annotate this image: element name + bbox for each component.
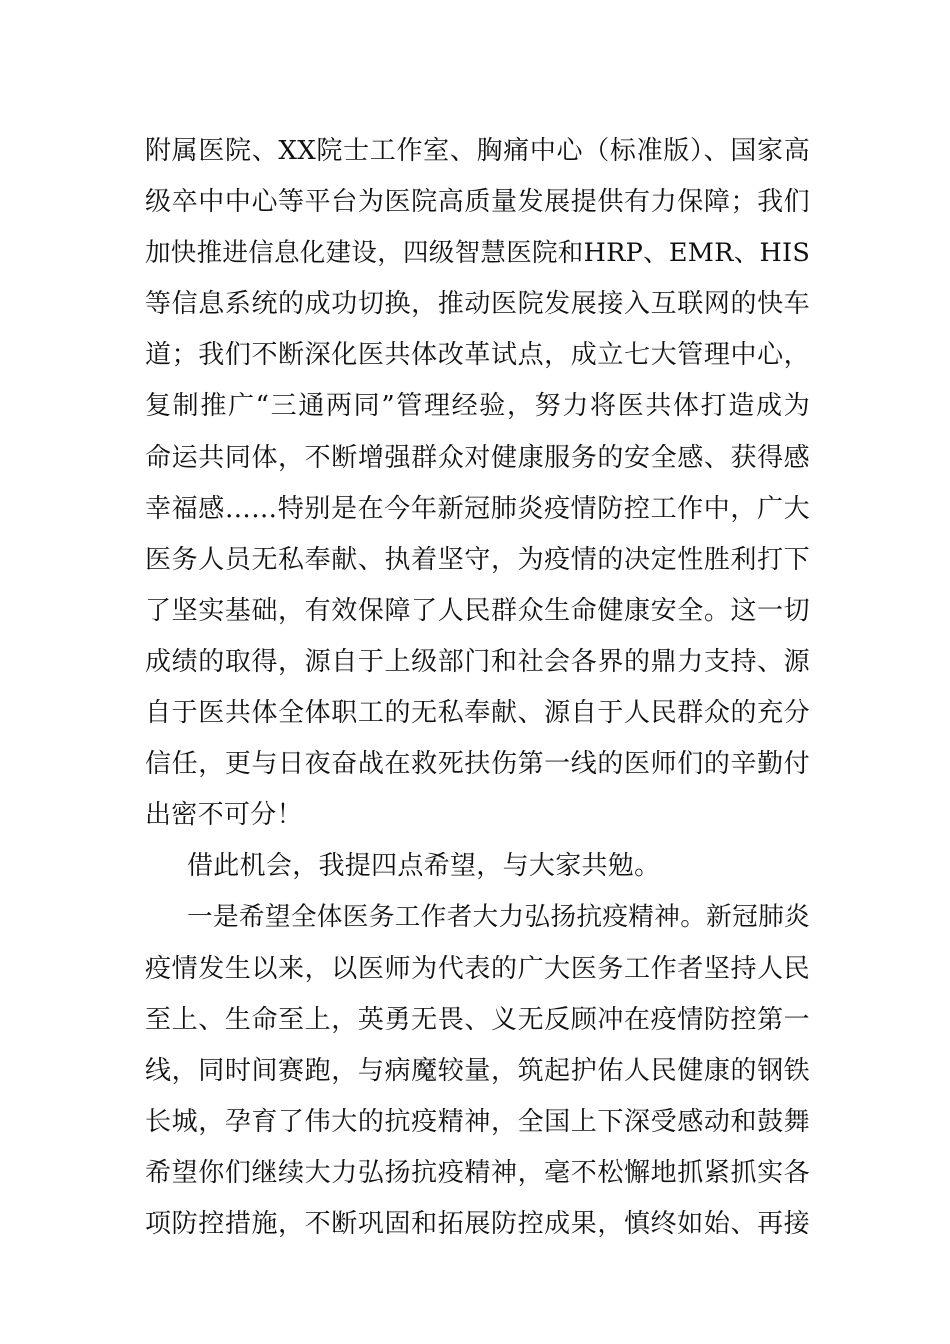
text-line: 命运共同体，不断增强群众对健康服务的安全感、获得感 [145, 442, 810, 473]
text-line: 复制推广“三通两同”管理经验，努力将医共体打造成为 [145, 391, 810, 422]
text-line: 加快推进信息化建设，四级智慧医院和HRP、EMR、HIS [145, 238, 811, 269]
text-line: 希望你们继续大力弘扬抗疫精神，毫不松懈地抓紧抓实各 [145, 1157, 810, 1188]
text-line: 等信息系统的成功切换，推动医院发展接入互联网的快车 [145, 289, 810, 320]
text-line: 项防控措施，不断巩固和拓展防控成果，慎终如始、再接 [145, 1208, 810, 1239]
text-line: 至上、生命至上，英勇无畏、义无反顾冲在疫情防控第一 [145, 1004, 810, 1035]
text-line: 自于医共体全体职工的无私奉献、源自于人民群众的充分 [145, 698, 810, 729]
body-text [145, 126, 810, 1250]
text-line: 级卒中中心等平台为医院高质量发展提供有力保障；我们 [145, 187, 810, 218]
text-line: 附属医院、XX院士工作室、胸痛中心（标准版）、国家高 [145, 136, 810, 166]
text-line: 成绩的取得，源自于上级部门和社会各界的鼎力支持、源 [145, 646, 810, 677]
paragraph-3 [145, 892, 810, 1250]
text-line: 疫情发生以来，以医师为代表的广大医务工作者坚持人民 [145, 953, 810, 984]
text-line: 出密不可分！ [145, 800, 303, 831]
text-line: 医务人员无私奉献、执着坚守，为疫情的决定性胜利打下 [145, 544, 810, 575]
text-line: 线，同时间赛跑，与病魔较量，筑起护佑人民健康的钢铁 [145, 1055, 810, 1086]
text-line: 了坚实基础，有效保障了人民群众生命健康安全。这一切 [145, 595, 810, 626]
text-line: 借此机会，我提四点希望，与大家共勉。 [187, 851, 661, 882]
text-line: 道；我们不断深化医共体改革试点，成立七大管理中心， [145, 340, 810, 371]
paragraph-1 [145, 126, 810, 841]
paragraph-2 [145, 841, 810, 892]
text-line: 长城，孕育了伟大的抗疫精神，全国上下深受感动和鼓舞 [145, 1106, 810, 1137]
text-line: 幸福感……特别是在今年新冠肺炎疫情防控工作中，广大 [145, 493, 810, 524]
text-line: 信任，更与日夜奋战在救死扶伤第一线的医师们的辛勤付 [145, 749, 810, 780]
text-line: 一是希望全体医务工作者大力弘扬抗疫精神。新冠肺炎 [187, 902, 810, 933]
